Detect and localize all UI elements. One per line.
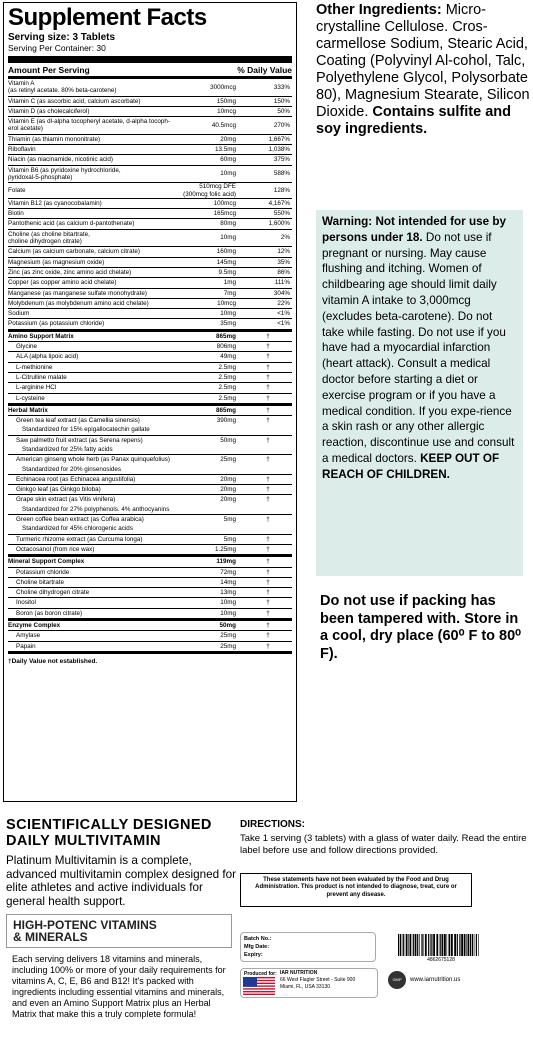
nutrient-label: Magnesium (as magnesium oxide) [8,258,105,266]
blend-amount: 50mg [219,622,236,630]
nutrient-name [8,199,170,208]
nutrient-label: Choline (as choline bitartrate, [8,230,90,238]
ingredient-row [8,495,292,504]
ingredient-name: L-Citrulline malate [16,373,67,381]
ingredient-dv: † [266,642,270,650]
ingredient-amount: 2.5mg [218,384,236,392]
ingredient-row [8,568,292,578]
standardized-row [8,465,292,475]
nutrient-row [8,247,292,257]
supplement-facts-panel [3,2,297,802]
blend-dv: † [266,622,270,630]
ingredient-dv: † [266,609,270,617]
nutrient-name [8,219,170,228]
nutrient-label: Manganese (as manganese sulfate monohydrate) [8,289,147,297]
ingredient-name: Choline dihydrogen citrate [16,589,90,597]
nutrient-amount [170,122,246,129]
ingredient-amount: 390mg [216,417,236,425]
nutrient-dv: 550% [273,210,290,218]
nutrient-amount [170,183,246,198]
nutrient-name [8,117,170,134]
ingredient-name: Amylase [16,632,41,640]
dv-header: % Daily Value [237,64,292,75]
nutrient-label: Biotin [8,210,24,218]
nutrient-dv: 375% [273,156,290,164]
ingredient-dv: † [266,545,270,553]
standardized-row [8,505,292,515]
ingredient-name: ALA (alpha lipoic acid) [16,353,79,361]
nutrient-row [8,299,292,309]
ingredient-row [8,588,292,598]
nutrient-dv: 12% [277,248,290,256]
ingredient-amount: 20mg [220,475,236,483]
ingredient-row [8,598,292,608]
ingredient-name: Grape skin extract (as Vitis vinifera) [16,496,116,504]
nutrient-row [8,145,292,155]
nutrient-dv: 150% [273,97,290,105]
ingredient-dv: † [266,475,270,483]
nutrient-dv: 1,038% [268,146,290,154]
nutrient-name [8,155,170,164]
nutrient-row [8,209,292,219]
producer-address [280,970,376,991]
ingredient-amount: 72mg [220,568,236,576]
directions-text: Take 1 serving (3 tablets) with a glass of water daily. Read the entire label before use and follow directions provided. [240,833,527,856]
ingredient-dv: † [266,394,270,402]
nutrient-row [8,319,292,331]
nutrient-dv: 1,600% [268,220,290,228]
nutrient-name [8,299,170,308]
standardized-row [8,445,292,455]
ingredient-amount: 2.5mg [218,363,236,371]
gmp-seal-icon: GMP [388,971,406,989]
nutrient-row [8,183,292,199]
nutrient-dv: <1% [277,320,290,328]
blend-row [8,621,292,631]
ingredient-name: Inositol [16,599,36,607]
nutrient-row [8,309,292,319]
high-potency-section [6,914,232,1039]
other-ingredients-label: Other Ingredients: [316,2,442,18]
producer-line-2: Miami, FL, USA 33130 [280,984,331,990]
nutrient-label: Riboflavin [8,146,36,154]
nutrient-name [8,268,170,277]
amount-value: 150mg [216,97,236,105]
ingredient-row [8,535,292,545]
nutrient-name [8,278,170,287]
nutrient-amount [170,200,246,207]
ingredient-amount: 5mg [223,535,236,543]
directions-heading: DIRECTIONS: [240,819,305,830]
nutrient-label: Molybdenum (as molybdenum amino acid chelate) [8,299,149,307]
ingredient-row [8,485,292,495]
amount-value: 7mg [223,289,236,297]
ingredient-row [8,436,292,445]
nutrient-label: Niacin (as niacinamide, nicotinic acid) [8,156,113,164]
nutrient-amount [170,146,246,153]
nutrient-amount [170,248,246,255]
ingredient-name: Papain [16,642,36,650]
amount-value: 10mcg [217,299,236,307]
ingredient-amount: 14mg [220,578,236,586]
ingredient-dv: † [266,486,270,494]
nutrient-amount [170,210,246,217]
ingredient-row [8,455,292,464]
nutrient-label: Folate [8,186,26,194]
amount-value: 145mg [216,258,236,266]
amount-value: 10mg [220,234,236,242]
facts-header [8,56,292,79]
blend-amount: 119mg [216,558,236,566]
nutrient-row [8,166,292,184]
nutrient-name [8,247,170,256]
standardized-text: Standardized for 15% epigallocatechin gallate [22,426,150,434]
nutrient-dv: 35% [277,258,290,266]
amount-value: 510mcg DFE [199,183,236,191]
ingredient-dv: † [266,417,270,425]
nutrient-dv: 270% [273,121,290,129]
ingredient-name: Echinacea root (as Echinacea angustifolia) [16,475,136,483]
ingredient-dv: † [266,373,270,381]
nutrient-name [8,309,170,318]
nutrient-row [8,230,292,248]
nutrient-row [8,199,292,209]
produced-for-label: Produced for: [244,971,277,977]
ingredient-name: Octacosanol (from rice wax) [16,545,95,553]
ingredient-amount: 25mg [220,456,236,464]
nutrient-label: Sodium [8,310,30,318]
amount-value: 100mcg [213,199,236,207]
nutrient-row [8,278,292,288]
nutrient-amount [170,98,246,105]
amount-value: 60mg [220,156,236,164]
nutrient-amount [170,300,246,307]
nutrient-label: Vitamin B6 (as pyridoxine hydrochloride, [8,166,121,174]
nutrient-dv: 1,667% [268,135,290,143]
ingredient-row [8,394,292,406]
amount-value: 10mg [220,310,236,318]
nutrient-name [8,145,170,154]
standardized-row [8,524,292,534]
ingredient-dv: † [266,436,270,444]
ingredient-name: Potassium chloride [16,568,70,576]
amount-value: 80mg [220,220,236,228]
ingredient-name: Boron (as boron citrate) [16,609,83,617]
nutrient-dv: 333% [273,83,290,91]
standardized-text: Standardized for 25% fatty acids [22,445,113,453]
ingredient-dv: † [266,589,270,597]
allergen-text: Contains sulfite and soy ingredients. [316,104,511,137]
ingredient-row [8,373,292,383]
nutrient-amount [170,290,246,297]
amount-value-2: (300mcg folic acid) [183,190,236,198]
nutrient-name [8,79,170,96]
nutrient-label: Vitamin C (as ascorbic acid, calcium ascorbate) [8,97,141,105]
ingredient-name: Saw palmetto fruit extract (as Serena repens) [16,436,143,444]
nutrient-row [8,258,292,268]
nutrient-name [8,258,170,267]
amount-value: 10mcg [217,107,236,115]
ingredient-amount: 20mg [220,486,236,494]
ingredient-name: L-methionine [16,363,53,371]
nutrient-dv: 50% [277,107,290,115]
ingredient-amount: 5mg [223,516,236,524]
amount-value: 1mg [223,279,236,287]
nutrient-amount [170,269,246,276]
ingredient-amount: 10mg [220,599,236,607]
serving-size: Serving size: 3 Tablets [8,32,116,43]
nutrient-name [8,289,170,298]
producer-company: IAR NUTRITION [280,970,318,976]
amount-value: 160mg [216,248,236,256]
ingredient-name: Turmeric rhizome extract (as Curcuma longa) [16,535,143,543]
standardized-row [8,425,292,435]
nutrient-row [8,135,292,145]
nutrient-label: Vitamin D (as cholecalciferol) [8,107,90,115]
nutrient-name [8,209,170,218]
nutrient-dv: 588% [273,170,290,178]
blend-name: Amino Support Matrix [8,332,74,340]
nutrient-amount [170,156,246,163]
ingredient-amount: 10mg [220,609,236,617]
science-heading-2: DAILY MULTIVITAMIN [6,832,161,849]
warning-lead: Warning: Not intended for use by persons under 18. [322,215,506,244]
ingredient-amount: 806mg [216,343,236,351]
nutrient-dv: 4,167% [268,199,290,207]
nutrient-dv: 304% [273,289,290,297]
nutrient-name [8,186,170,195]
nutrient-sublabel: (as retinyl acetate. 80% beta-carotene) [8,87,117,95]
ingredient-name: Green tea leaf extract (as Camellia sinensis) [16,417,140,425]
packing-notice: Do not use if packing has been tampered with. Store in a cool, dry place (60⁰ F to 80⁰ F). [320,593,521,662]
ingredient-dv: † [266,343,270,351]
ingredient-dv: † [266,496,270,504]
ingredient-row [8,631,292,641]
ingredient-row [8,383,292,393]
ingredient-dv: † [266,578,270,586]
ingredient-row [8,578,292,588]
nutrient-name [8,166,170,183]
ingredient-dv: † [266,353,270,361]
amount-header: Amount Per Serving [8,64,90,75]
barcode-icon [398,934,482,956]
blend-row [8,557,292,567]
standardized-text: Standardized for 45% chlorogenic acids [22,525,133,533]
ingredient-dv: † [266,632,270,640]
blend-name: Mineral Support Complex [8,558,85,566]
nutrient-dv: 111% [274,279,290,287]
blend-amount: 865mg [216,406,236,414]
nutrient-row [8,97,292,107]
nutrient-label: Calcium (as calcium carbonate, calcium citrate) [8,248,140,256]
blend-row [8,332,292,342]
warning-text: Do not use if pregnant or nursing. May cause flushing and itching. Women of childbearing age should limit daily vitamin A intake to 3,000mcg (excludes beta-carotene). Do not take while fasting. Do not use if you have had a myocardial infarction (heart attack). Consult a medical doctor before starting a diet or exercise program or if you have a medical condition. If you expe-rience a skin rash or any other allergic reaction, discontinue use and consult a medical doctors. [322,230,515,465]
standardized-text: Standardized for 20% ginsenosides [22,465,122,473]
nutrient-name [8,107,170,116]
ingredient-row [8,609,292,621]
ingredient-dv: † [266,599,270,607]
ingredient-dv: † [266,456,270,464]
nutrient-sublabel: pyridoxal-5-phosphate) [8,173,73,181]
amount-value: 40.5mcg [211,121,236,129]
ingredient-amount: 1.25mg [214,545,236,553]
nutrient-name [8,97,170,106]
ingredient-amount: 13mg [220,589,236,597]
ingredient-amount: 50mg [220,436,236,444]
vitamin-list [8,79,292,332]
expiry-label: Expiry: [244,952,263,958]
amount-value: 165mcg [213,210,236,218]
standardized-text: Standardized for 27% polyphenols. 4% anthocyanins [22,505,170,513]
ingredient-row [8,545,292,557]
ingredient-row [8,342,292,352]
nutrient-label: Vitamin E (as dl-alpha tocopheryl acetate, d-alpha tocoph- [8,118,170,126]
blend-list [8,332,292,654]
blend-name: Herbal Matrix [8,406,48,414]
batch-box [240,932,376,962]
nutrient-row [8,268,292,278]
science-text: Platinum Multivitamin is a complete, advanced multivitamin complex designed for elite athletes and active individuals for general health support. [6,854,236,908]
science-section [6,818,236,908]
ingredient-dv: † [266,384,270,392]
amount-value: 20mg [220,135,236,143]
ingredient-name: L-arginine HCl [16,384,57,392]
amount-value: 10mg [220,170,236,178]
nutrient-dv: 86% [277,268,290,276]
ingredient-dv: † [266,516,270,524]
nutrient-dv: <1% [277,310,290,318]
nutrient-dv: 22% [277,299,290,307]
nutrient-name [8,230,170,247]
amount-value: 13.5mg [214,146,236,154]
nutrient-row [8,289,292,299]
nutrient-amount [170,279,246,286]
nutrient-row [8,117,292,135]
producer-line-1: 66 West Flagler Street - Suite 900 [280,977,356,983]
ingredient-name: Choline bitartrate [16,578,64,586]
ingredient-row [8,352,292,362]
nutrient-amount [170,310,246,317]
nutrient-label: Pantothenic acid (as calcium d-pantothenate) [8,220,135,228]
ingredient-row [8,363,292,373]
nutrient-row [8,219,292,229]
ingredient-amount: 2.5mg [218,373,236,381]
nutrient-row [8,107,292,117]
nutrient-label: Vitamin A [8,80,35,87]
nutrient-label: Copper (as copper amino acid chelate) [8,279,117,287]
amount-value: 9.5mg [218,268,236,276]
nutrient-label: Vitamin B12 (as cyanocobalamin) [8,199,102,207]
barcode-number: 4862675128 [427,957,455,963]
directions-section [240,818,530,856]
blend-dv: † [266,558,270,566]
warning-box [316,210,523,576]
mfg-label: Mfg Date: [244,944,270,950]
nutrient-amount [170,136,246,143]
amount-value: 35mg [220,320,236,328]
usa-flag-icon [243,977,275,995]
ingredient-name: American ginseng whole herb (as Panax quinquefolius) [16,456,171,464]
nutrient-amount [170,234,246,241]
ingredient-name: Glycine [16,343,37,351]
ingredient-amount: 25mg [220,632,236,640]
blend-amount: 865mg [216,332,236,340]
science-heading-1: SCIENTIFICALLY DESIGNED [6,817,212,833]
ingredient-row [8,642,292,654]
nutrient-sublabel: choline dihydrogen citrate) [8,238,82,246]
nutrient-amount [170,220,246,227]
blend-name: Enzyme Complex [8,622,61,630]
high-heading-2: & MINERALS [13,930,88,944]
nutrient-label: Thiamin (as thiamin mononitrate) [8,135,101,143]
servings-per-container: Serving Per Container: 30 [8,43,106,53]
ingredient-name: Ginkgo leaf (as Ginkgo biloba) [16,486,101,494]
high-potency-text: Each serving delivers 18 vitamins and minerals, including 100% or more of your daily requirements for vitamins A, C, E, B6 and B12! It's packed with ingredients including essential vitamins and minerals, and even an Amino Support Matrix plus an Herbal Matrix that make this a truly complete formula! [12,954,226,1019]
nutrient-dv: 128% [273,186,290,194]
facts-title: Supplement Facts [8,4,207,31]
nutrient-row [8,79,292,97]
nutrient-name [8,135,170,144]
high-potency-heading [6,914,232,948]
warning-tail: KEEP OUT OF REACH OF CHILDREN. [322,451,500,481]
ingredient-name: Green coffee bean extract (as Coffea arabica) [16,516,144,524]
website: www.iarnutrition.us [410,977,461,983]
ingredient-amount: 25mg [220,642,236,650]
nutrient-row [8,155,292,165]
ingredient-row [8,475,292,485]
nutrient-label: Potassium (as potassium chloride) [8,320,105,328]
high-heading-1: HIGH-POTENC VITAMINS [13,918,157,932]
nutrient-dv: 2% [280,234,290,242]
amount-value: 3000mcg [210,83,236,91]
nutrient-amount [170,170,246,177]
blend-dv: † [266,406,270,414]
footnote: †Daily Value not established. [8,657,98,665]
blend-dv: † [266,332,270,340]
nutrient-amount [170,108,246,115]
nutrient-label: Zinc (as zinc oxide, zinc amino acid chelate) [8,268,132,276]
ingredient-dv: † [266,568,270,576]
ingredient-dv: † [266,535,270,543]
ingredient-row [8,416,292,425]
nutrient-name [8,319,170,328]
other-ingredients [316,2,530,138]
ingredient-amount: 20mg [220,496,236,504]
ingredient-row [8,515,292,524]
nutrient-sublabel: erol acetate) [8,125,44,133]
ingredient-name: L-cysteine [16,394,45,402]
nutrient-amount [170,259,246,266]
blend-row [8,406,292,416]
other-ingredients-text: Micro-crystalline Cellulose. Cros-carmellose Sodium, Stearic Acid, Coating (Polyvinyl Al-cohol, Talc, Polyethylene Glycol, Polysorbate 80), Magnesium Stearate, Silicon Dioxide. [316,2,530,120]
fda-disclaimer: These statements have not been evaluated by the Food and Drug Administration. This product is not intended to diagnose, treat, cure or prevent any disease. [240,873,472,907]
ingredient-dv: † [266,363,270,371]
batch-label: Batch No.: [244,936,272,942]
ingredient-amount: 49mg [220,353,236,361]
nutrient-amount [170,84,246,91]
ingredient-amount: 2.5mg [218,394,236,402]
nutrient-amount [170,320,246,327]
